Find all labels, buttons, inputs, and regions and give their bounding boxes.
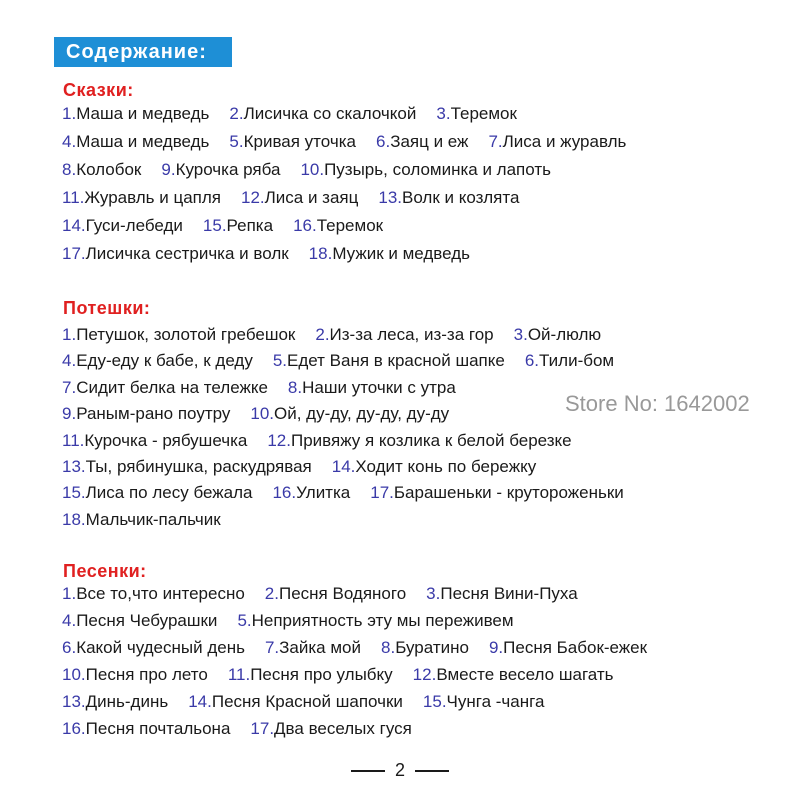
entry-title: Петушок, золотой гребешок [76,325,296,344]
contents-entry [525,351,614,371]
entry-number: 16. [62,719,86,738]
entry-title: Репка [226,216,274,235]
contents-entry [62,216,183,236]
contents-entry [250,404,449,424]
contents-entry [62,719,230,739]
contents-entry [315,325,493,345]
entry-title: Раным-рано поутру [76,404,231,424]
contents-entry [514,325,602,345]
contents-row [62,692,564,712]
entry-title: Лиса и заяц [264,188,359,207]
contents-entry [161,160,280,180]
contents-entry [62,351,253,371]
entry-number: 4. [62,351,77,371]
contents-entry [62,431,247,451]
entry-title: Колобок [76,160,142,179]
entry-title: Ты, рябинушка, раскудрявая [85,457,312,476]
footer-dash-right [415,770,449,772]
entry-title: Буратино [395,638,469,657]
entry-title: Все то,что интересно [76,584,245,603]
contents-entry [62,404,230,424]
entry-title: Кривая уточка [243,132,356,151]
contents-entry [300,160,551,180]
entry-number: 15. [422,692,447,711]
contents-entry [332,457,536,477]
contents-entry [62,160,141,180]
entry-title: Два веселых гуся [274,719,412,738]
entry-title: Теремок [316,216,384,235]
entry-title: Песня Чебурашки [76,611,218,630]
contents-entry [309,244,470,264]
entry-number: 14. [331,457,356,476]
entry-title: Ой-люлю [527,325,602,344]
entry-title: Курочка - рябушечка [84,430,248,450]
contents-entry [265,638,361,658]
entry-number: 3. [426,584,441,603]
entry-title: Песня Бабок-ежек [503,638,648,657]
entry-title: Ой, ду-ду, ду-ду, ду-ду [274,404,450,424]
contents-row [62,104,537,124]
entry-number: 5. [229,132,244,151]
watermark: Store No: 1642002 [565,391,750,416]
contents-entry [188,692,403,712]
entry-number: 11. [227,665,251,684]
entry-number: 1. [62,584,77,603]
entry-title: Песня Вини-Пуха [440,584,578,603]
contents-entry [62,611,217,631]
entry-title: Тили-бом [539,351,615,371]
entry-number: 10. [250,404,275,424]
contents-entry [228,665,393,685]
contents-entry [237,611,513,631]
entry-number: 18. [308,244,333,263]
contents-entry [62,692,168,712]
entry-number: 14. [188,692,212,711]
contents-entry [272,483,350,503]
entry-number: 13. [378,188,403,207]
contents-entry [250,719,411,739]
entry-number: 3. [513,325,528,344]
contents-row [62,378,476,398]
entry-number: 2. [315,325,330,344]
contents-entry [378,188,519,208]
entry-title: Лиса и журавль [502,132,627,151]
entry-title: Гуси-лебеди [85,216,183,235]
contents-row [62,584,598,604]
contents-row [62,216,403,236]
contents-row [62,132,646,152]
contents-entry [62,510,221,530]
entry-number: 11. [62,430,85,450]
contents-entry [229,104,416,124]
contents-row [62,611,534,631]
entry-number: 2. [264,584,279,603]
entry-number: 6. [524,351,540,371]
entry-number: 3. [436,104,451,123]
entry-number: 16. [293,216,317,235]
contents-row [62,719,432,739]
contents-entry [413,665,614,685]
entry-number: 11. [62,188,85,207]
entry-title: Песня Красной шапочки [211,692,403,711]
entry-title: Динь-динь [85,692,169,711]
contents-entry [229,132,356,152]
contents-entry [62,457,312,477]
entry-number: 9. [488,638,504,657]
entry-number: 13. [62,692,86,711]
section-heading: Сказки: [63,80,134,100]
entry-number: 18. [62,509,86,529]
page-footer [0,760,800,781]
contents-row [62,325,621,345]
contents-entry [423,692,545,712]
entry-title: Улитка [296,483,351,503]
contents-title: Содержание: [54,37,232,67]
entry-number: 14. [62,216,86,235]
contents-entry [62,665,208,685]
entry-title: Привяжу я козлика к белой березке [290,430,572,450]
entry-title: Лиса по лесу бежала [85,483,253,503]
entry-number: 4. [62,132,77,151]
contents-entry [426,584,578,604]
entry-number: 15. [202,216,227,235]
entry-title: Маша и медведь [76,132,210,151]
entry-title: Журавль и цапля [84,188,221,207]
entry-number: 1. [62,104,77,123]
entry-number: 9. [161,160,176,179]
entry-title: Неприятность эту мы переживем [251,611,514,630]
contents-row [62,431,592,451]
entry-title: Курочка ряба [175,160,281,179]
footer-dash-left [351,770,385,772]
entry-title: Пузырь, соломинка и лапоть [324,160,551,179]
entry-title: Ходит конь по бережку [355,457,537,476]
entry-title: Едет Ваня в красной шапке [287,351,505,371]
contents-entry [62,378,268,398]
entry-number: 7. [62,377,77,397]
contents-entry [288,378,456,398]
entry-title: Сидит белка на тележке [76,377,268,397]
entry-title: Песня про улыбку [250,665,393,684]
entry-number: 16. [272,483,297,503]
entry-number: 12. [240,188,265,207]
entry-title: Заяц и еж [390,132,469,151]
page-number: 2 [394,760,405,780]
entry-title: Чунга -чанга [446,692,545,711]
contents-row [62,244,490,264]
entry-number: 6. [376,132,391,151]
entry-title: Мальчик-пальчик [85,509,221,529]
entry-title: Маша и медведь [76,104,210,123]
contents-row [62,638,667,658]
entry-title: Песня Водяного [278,584,407,603]
entry-number: 1. [62,325,77,344]
entry-number: 2. [229,104,244,123]
entry-number: 8. [62,160,77,179]
entry-number: 10. [300,160,325,179]
entry-number: 9. [62,404,77,424]
entry-number: 15. [62,483,86,503]
contents-entry [488,132,626,152]
contents-row [62,188,539,208]
contents-row [62,351,634,371]
entry-number: 6. [62,638,77,657]
contents-entry [293,216,383,236]
entry-title: Песня про лето [85,665,208,684]
entry-title: Лисичка сестричка и волк [85,244,289,263]
entry-title: Песня почтальона [85,719,231,738]
contents-entry [489,638,647,658]
contents-entry [265,584,406,604]
entry-number: 4. [62,611,77,630]
entry-number: 7. [264,638,280,657]
contents-entry [62,584,245,604]
entry-title: Теремок [450,104,517,123]
contents-row [62,510,241,530]
entry-number: 5. [272,351,288,371]
entry-number: 17. [370,483,394,503]
entry-number: 12. [412,665,437,684]
entry-title: Мужик и медведь [332,244,470,263]
section-heading: Песенки: [63,561,147,581]
contents-entry [203,216,273,236]
contents-row [62,483,644,503]
contents-entry [376,132,468,152]
contents-entry [267,431,571,451]
contents-entry [62,132,209,152]
contents-entry [370,483,624,503]
entry-number: 17. [250,719,275,738]
entry-number: 8. [287,377,303,397]
entry-title: Зайка мой [279,638,362,657]
entry-title: Барашеньки - крутороженьки [393,483,624,503]
section-heading: Потешки: [63,298,151,318]
entry-number: 5. [237,611,252,630]
contents-entry [62,104,209,124]
entry-title: Еду-еду к бабе, к деду [76,351,253,371]
entry-number: 10. [62,665,86,684]
contents-row [62,160,571,180]
contents-entry [381,638,469,658]
entry-number: 12. [267,430,291,450]
contents-entry [62,325,295,345]
contents-entry [436,104,517,124]
entry-title: Какой чудесный день [76,638,245,657]
contents-entry [273,351,505,371]
entry-number: 7. [488,132,503,151]
entry-title: Лисичка со скалочкой [243,104,417,123]
entry-number: 17. [62,244,86,263]
entry-number: 13. [62,457,86,476]
contents-entry [62,244,289,264]
contents-entry [241,188,358,208]
contents-entry [62,188,221,208]
contents-entry [62,638,245,658]
entry-title: Волк и козлята [402,188,520,207]
entry-number: 8. [381,638,396,657]
entry-title: Наши уточки с утра [302,377,456,397]
entry-title: Вместе весело шагать [436,665,614,684]
contents-row [62,665,634,685]
contents-row [62,457,556,477]
contents-entry [62,483,252,503]
entry-title: Из-за леса, из-за гор [329,325,494,344]
contents-row [62,404,469,424]
